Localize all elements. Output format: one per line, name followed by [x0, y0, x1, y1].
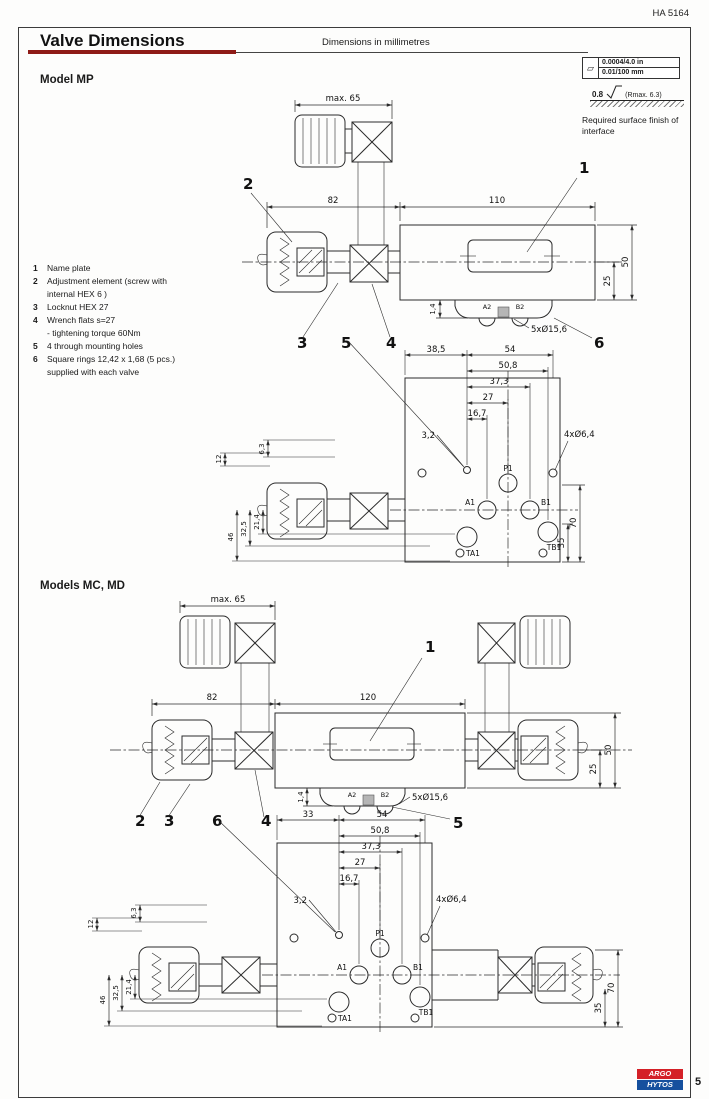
- callout-4: 4: [386, 334, 397, 352]
- mp-body: [400, 225, 595, 300]
- mc-port-right-dims: [434, 950, 623, 1027]
- port-ta1-label: TA1: [466, 549, 480, 558]
- dim-3-2: 3,2: [421, 431, 435, 441]
- mc-port-dims: [277, 810, 467, 985]
- surface-caption: Required surface finish of interface: [582, 115, 679, 137]
- port-a1-label: A1: [337, 963, 347, 972]
- mp-port-dims: [405, 345, 595, 520]
- mc-connector-left: [180, 616, 275, 732]
- mp-side-view: [242, 94, 637, 466]
- mc-side-view: [110, 595, 632, 932]
- port-tb1-label: TB1: [546, 543, 562, 552]
- mp-connector: [295, 115, 392, 245]
- mc-connector-right: [478, 616, 570, 732]
- dim-50-8: 50,8: [498, 361, 518, 371]
- dim-12: 12: [215, 454, 223, 464]
- dim-25: 25: [589, 763, 599, 775]
- legend-item-1: 1 Name plate: [33, 263, 91, 273]
- rmax-value: (Rmax. 6.3): [625, 92, 662, 99]
- callout-3: 3: [297, 334, 308, 352]
- legend-item-2: 2 Adjustment element (screw with internal HEX 6 ): [33, 276, 167, 299]
- dim-35: 35: [594, 1002, 604, 1014]
- mp-locknut: [327, 245, 400, 282]
- dim-37-3: 37,3: [489, 377, 509, 387]
- document-number: HA 5164: [652, 8, 689, 19]
- callout-1: 1: [579, 159, 590, 177]
- callout-2: 2: [243, 175, 254, 193]
- dim-21-4: 21,4: [253, 514, 261, 530]
- legend-item-6: 6 Square rings 12,42 x 1,68 (5 pcs.) supplied with each valve: [33, 354, 176, 377]
- dim-32-5: 32,5: [240, 521, 248, 537]
- dim-max65: max. 65: [325, 94, 361, 104]
- mc-port-left-dims: [87, 905, 327, 1026]
- mc-flange: [320, 788, 405, 814]
- mp-flange: [455, 300, 552, 326]
- port-a1-label: A1: [465, 498, 475, 507]
- logo-argo: ARGO: [637, 1069, 683, 1079]
- mc-dim-1-4: [297, 788, 333, 806]
- page-number: 5: [695, 1076, 702, 1088]
- flatness-mm: 0.01/100 mm: [599, 67, 679, 77]
- model-mp-drawing: [130, 85, 675, 570]
- dim-54: 54: [376, 810, 388, 820]
- mc-4x-holes-note: 4xØ6,4: [436, 895, 467, 905]
- callout-1: 1: [425, 638, 436, 656]
- dim-70: 70: [607, 982, 617, 994]
- dim-35: 35: [557, 537, 567, 549]
- mp-name-plate: [468, 240, 552, 272]
- port-b2-label: B2: [515, 303, 525, 311]
- callout-6: 6: [594, 334, 605, 352]
- dim-50-8: 50,8: [370, 826, 390, 836]
- dim-50: 50: [621, 256, 631, 268]
- mp-port-silhouette: [258, 483, 405, 539]
- callout-6: 6: [212, 812, 223, 830]
- mc-dim-heights: [467, 713, 621, 788]
- callout-2: 2: [135, 812, 146, 830]
- mc-body: [275, 713, 465, 788]
- mc-name-plate: [330, 728, 414, 760]
- dim-16-7: 16,7: [339, 874, 359, 884]
- dim-54: 54: [504, 345, 516, 355]
- dim-1-4: 1,4: [429, 303, 437, 315]
- callout-3: 3: [164, 812, 175, 830]
- flatness-inch: 0.0004/4.0 in: [602, 59, 644, 66]
- legend-item-4: 4 Wrench flats s=27 - tightening torque 60Nm: [33, 315, 141, 338]
- dim-12: 12: [87, 919, 95, 929]
- dim-max65: max. 65: [210, 595, 246, 605]
- port-b1-label: B1: [413, 963, 423, 972]
- dim-21-4: 21,4: [125, 979, 133, 995]
- logo-hytos: HYTOS: [637, 1080, 683, 1090]
- port-ta1-label: TA1: [338, 1014, 352, 1023]
- mp-callouts: [243, 159, 604, 466]
- units-note: Dimensions in millimetres: [322, 37, 430, 48]
- header-rule: [236, 52, 588, 53]
- mp-holes-note: 5xØ15,6: [531, 325, 568, 335]
- mp-ports: [418, 464, 561, 558]
- mc-holes-note: 5xØ15,6: [412, 793, 449, 803]
- port-p1-label: P1: [375, 929, 385, 938]
- dim-33: 33: [302, 810, 314, 820]
- dim-27: 27: [354, 858, 366, 868]
- roughness-value: 0.8: [592, 90, 604, 99]
- flatness-icon: ▱: [583, 58, 599, 78]
- port-b1-label: B1: [541, 498, 551, 507]
- port-a2-label: A2: [347, 791, 357, 799]
- dim-6-3: 6,3: [130, 907, 138, 919]
- models-mc-md-heading: Models MC, MD: [40, 579, 125, 592]
- callout-5: 5: [453, 814, 464, 832]
- mc-seal-square: [363, 795, 374, 805]
- mp-port-view: [215, 345, 595, 569]
- mp-seal-square: [498, 307, 509, 317]
- dim-46: 46: [227, 532, 235, 542]
- dim-82: 82: [206, 693, 218, 703]
- mc-ports: [290, 929, 433, 1023]
- page-title: Valve Dimensions: [40, 31, 185, 50]
- dim-37-3: 37,3: [361, 842, 381, 852]
- dim-46: 46: [99, 995, 107, 1005]
- mc-port-view: [87, 810, 623, 1034]
- callout-4: 4: [261, 812, 272, 830]
- dim-16-7: 16,7: [467, 409, 487, 419]
- port-p1-label: P1: [503, 464, 513, 473]
- pin-hole: [336, 932, 343, 939]
- argo-hytos-logo: [637, 1069, 683, 1090]
- dim-32-5: 32,5: [112, 985, 120, 1001]
- mp-dim-heights: [597, 225, 637, 300]
- dim-110: 110: [488, 196, 506, 206]
- mc-callouts: [135, 638, 463, 932]
- dim-38-5: 38,5: [426, 345, 446, 355]
- port-tb1-label: TB1: [418, 1008, 434, 1017]
- legend-item-5: 5 4 through mounting holes: [33, 340, 143, 351]
- dim-6-3: 6,3: [258, 443, 266, 455]
- dim-82: 82: [327, 196, 339, 206]
- pin-hole: [464, 467, 471, 474]
- dim-27: 27: [482, 393, 494, 403]
- dim-3-2: 3,2: [293, 896, 307, 906]
- flatness-tolerance-box: [582, 57, 680, 79]
- dim-25: 25: [603, 275, 613, 287]
- callout-5: 5: [341, 334, 352, 352]
- mp-port-left-dims: [215, 440, 455, 561]
- title-underline: [28, 50, 236, 54]
- legend-item-3: 3 Locknut HEX 27: [33, 301, 109, 312]
- dim-70: 70: [569, 517, 579, 529]
- dim-120: 120: [359, 693, 377, 703]
- mp-dim-1-4: [429, 300, 468, 318]
- port-a2-label: A2: [482, 303, 492, 311]
- model-mp-heading: Model MP: [40, 73, 94, 86]
- dim-1-4: 1,4: [297, 791, 305, 803]
- port-b2-label: B2: [380, 791, 390, 799]
- mp-4x-holes-note: 4xØ6,4: [564, 430, 595, 440]
- dim-50: 50: [604, 744, 614, 756]
- models-mc-md-drawing: [20, 588, 690, 1078]
- mp-dim-lengths: [267, 196, 595, 228]
